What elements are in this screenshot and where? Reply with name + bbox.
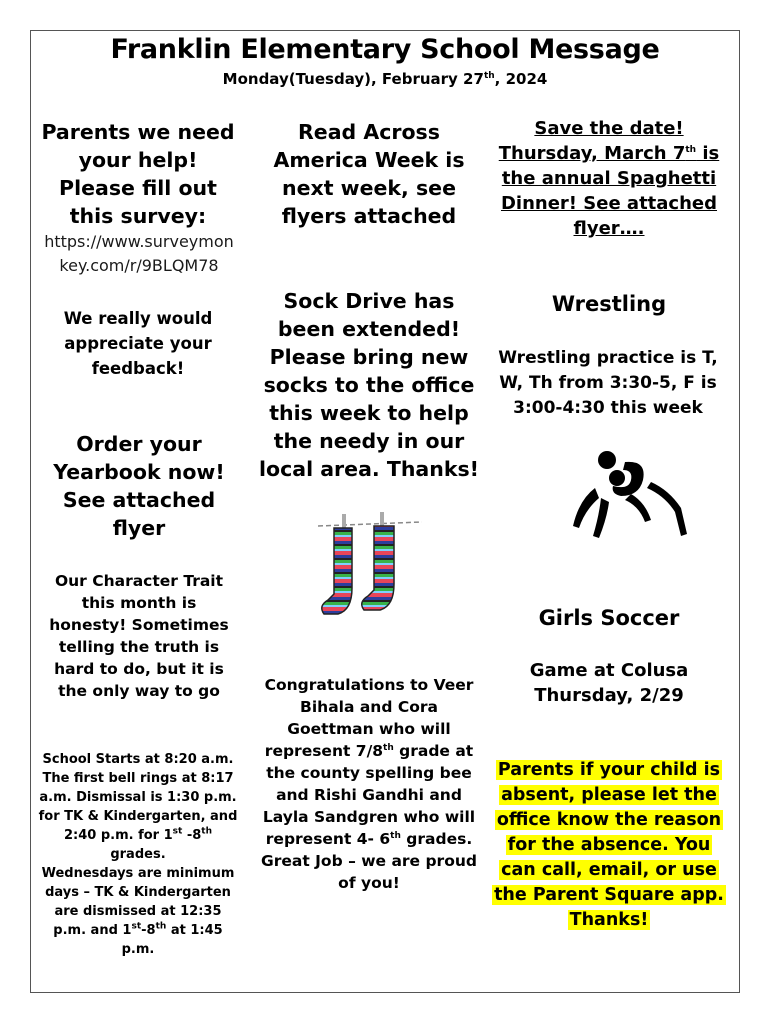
page-title: Franklin Elementary School Message [110,34,660,65]
survey-link[interactable]: https://www.surveymonkey.com/r/9BLQM78 [44,232,234,275]
school-schedule: School Starts at 8:20 a.m. The first bell rings at 8:17 a.m. Dismissal is 1:30 p.m. for TK & Kindergarten, and 2:40 p.m. for 1st -8th grades. Wednesdays are minimum days – TK & Kindergarten are dismissed at 12:35 p.m. and 1st-8th at 1:45 p.m. [38,752,238,957]
save-the-date-notice: Save the date! Thursday, March 7th is the annual Spaghetti Dinner! See attached flyer…. [498,118,720,239]
read-across-notice: Read Across America Week is next week, see flyers attached [273,120,465,228]
soccer-game-text: Game at Colusa Thursday, 2/29 [529,660,689,706]
wrestling-icon [555,440,690,540]
survey-heading: Parents we need your help! Please fill out this survey: [41,120,235,228]
wrestling-practice-text: Wrestling practice is T, W, Th from 3:30-5, F is 3:00-4:30 this week [498,348,718,418]
sock-drive-notice: Sock Drive has been extended! Please bring new socks to the office this week to help the needy in our local area. Thanks! [258,289,480,481]
socks-image [318,510,422,622]
girls-soccer-heading: Girls Soccer [538,606,680,630]
survey-note: We really would appreciate your feedback! [63,309,213,378]
yearbook-notice: Order your Yearbook now! See attached flyer [53,432,225,540]
newsletter-date: Monday(Tuesday), February 27th, 2024 [222,70,548,88]
congratulations-notice: Congratulations to Veer Bihala and Cora Goettman who will represent 7/8th grade at the county spelling bee and Rishi Gandhi and Layla Sandgren who will represent 4- 6th grades. Great Job – we are proud of you! [261,676,477,892]
absence-notice: Parents if your child is absent, please let the office know the reason for the absence. You can call, email, or use the Parent Square app. Thanks! [494,760,724,930]
character-trait: Our Character Trait this month is honesty! Sometimes telling the truth is hard to do, but it is the only way to go [49,572,229,700]
wrestling-heading: Wrestling [551,292,667,316]
